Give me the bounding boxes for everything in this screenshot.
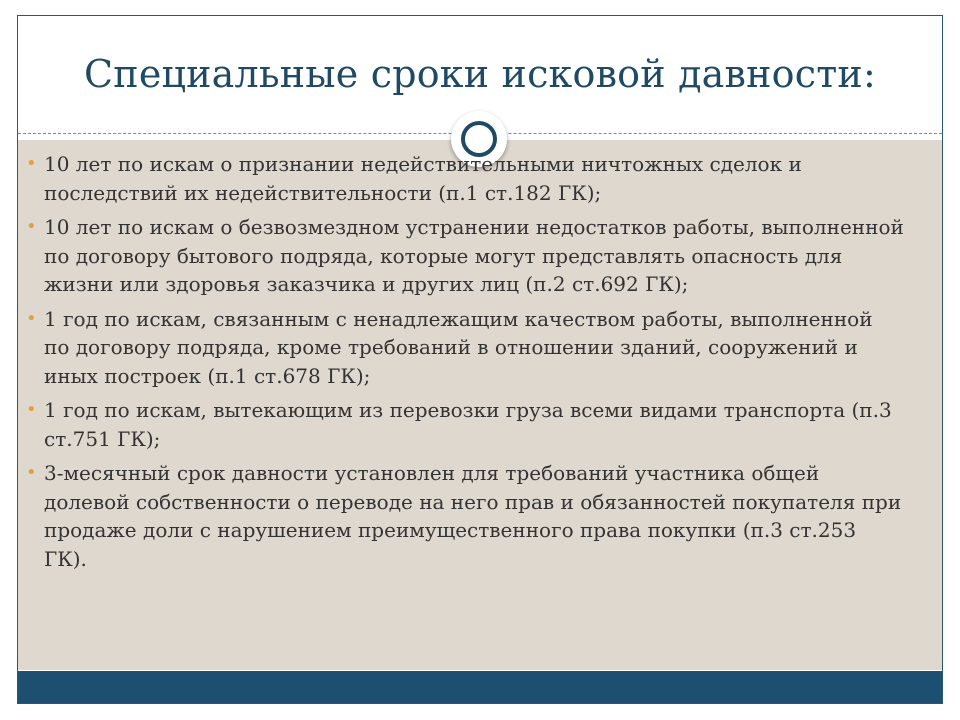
- bullet-text: 10 лет по искам о признании недействительными ничтожных сделок и последствий их недействительности (п.1 ст.182 ГК);: [44, 152, 802, 205]
- bullet-text: 10 лет по искам о безвозмездном устранении недостатков работы, выполненной по договору бытового подряда, которые могут представлять опасность для жизни или здоровья заказчика и других лиц (п.2 ст.692 ГК);: [44, 215, 904, 296]
- bullet-dot-icon: •: [26, 216, 37, 237]
- bullet-item: [24, 305, 904, 391]
- bullet-item: [24, 213, 904, 299]
- bullet-dot-icon: •: [26, 462, 37, 483]
- bullet-dot-icon: •: [26, 153, 37, 174]
- bullet-dot-icon: •: [26, 399, 37, 420]
- bullet-text: 1 год по искам, вытекающим из перевозки груза всеми видами транспорта (п.3 ст.751 ГК);: [44, 398, 892, 451]
- bullet-text: 3-месячный срок давности установлен для требований участника общей долевой собственности о переводе на него прав и обязанностей покупателя при продаже доли с нарушением преимущественного права покупки (п.3 ст.253 ГК).: [44, 461, 902, 571]
- bullet-item: [24, 396, 904, 453]
- bullet-dot-icon: •: [26, 307, 37, 329]
- bottom-bar: [18, 671, 942, 703]
- bullet-item: [24, 459, 904, 573]
- bullet-item: [24, 150, 904, 207]
- slide-title: Специальные сроки исковой давности:: [84, 52, 876, 96]
- bullet-text: 1 год по искам, связанным с ненадлежащим качеством работы, выполненной по договору подряда, кроме требований в отношении зданий, сооружений и иных построек (п.1 ст.678 ГК);: [44, 306, 873, 388]
- bullet-list: [24, 150, 904, 579]
